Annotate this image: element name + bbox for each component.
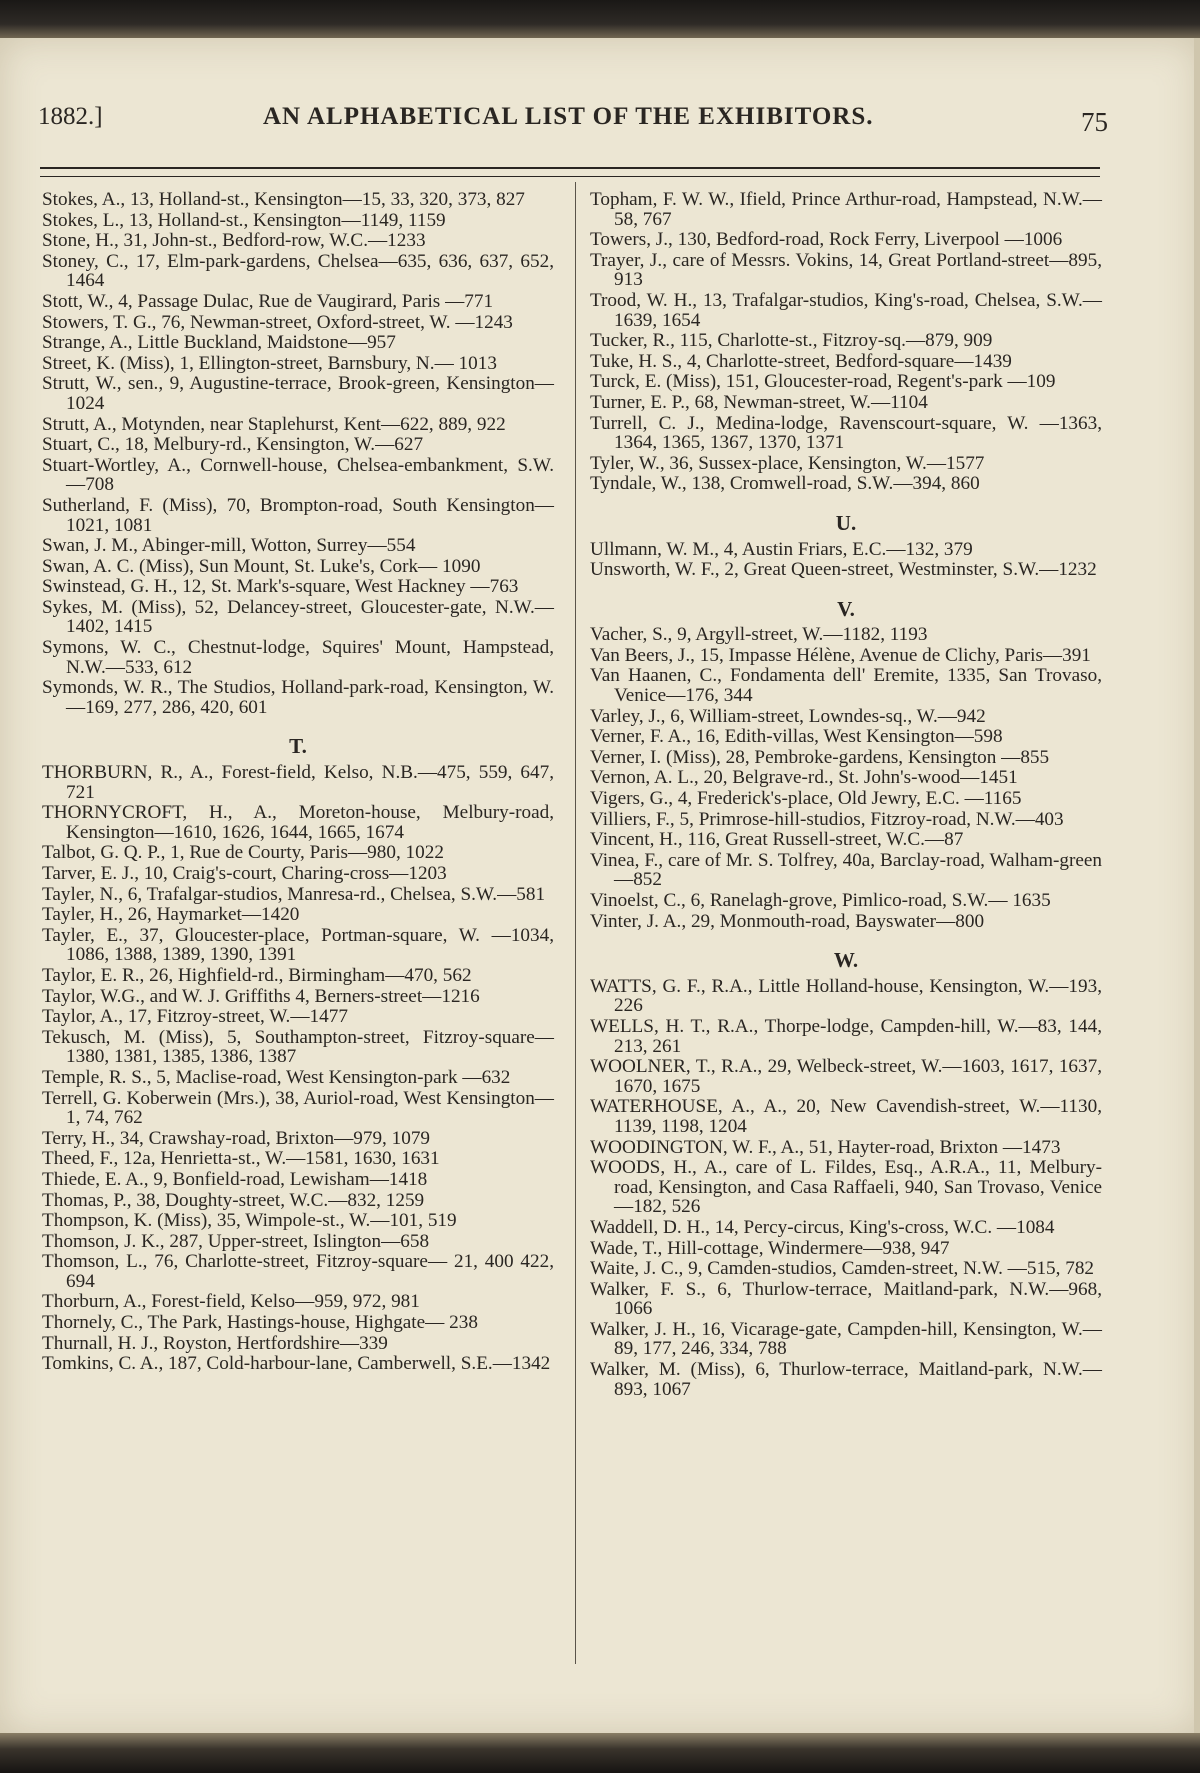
exhibitor-entry: Tuke, H. S., 4, Charlotte-street, Bedford-square—1439 bbox=[590, 350, 1012, 372]
exhibitor-entry: Thornely, C., The Park, Hastings-house, Highgate— 238 bbox=[42, 1312, 478, 1334]
exhibitor-entry: Thomson, L., 76, Charlotte-street, Fitzroy-square— 21, 400 422, 694 bbox=[42, 1251, 554, 1292]
exhibitor-entry: Sutherland, F. (Miss), 70, Brompton-road, South Kensington—1021, 1081 bbox=[42, 494, 554, 536]
exhibitor-entry: Swinstead, G. H., 12, St. Mark's-square, West Hackney —763 bbox=[42, 576, 519, 598]
exhibitor-entry: Vernon, A. L., 20, Belgrave-rd., St. John's-wood—1451 bbox=[590, 767, 1018, 789]
exhibitor-entry: Wade, T., Hill-cottage, Windermere—938, 947 bbox=[590, 1237, 950, 1259]
exhibitor-entry: WOOLNER, T., R.A., 29, Welbeck-street, W.—1603, 1617, 1637, 1670, 1675 bbox=[590, 1056, 1102, 1097]
exhibitor-entry: Swan, A. C. (Miss), Sun Mount, St. Luke's, Cork— 1090 bbox=[42, 555, 481, 577]
exhibitor-entry: Turrell, C. J., Medina-lodge, Ravenscourt-square, W. —1363, 1364, 1365, 1367, 1370, 1371 bbox=[590, 412, 1102, 454]
exhibitor-entry: Turck, E. (Miss), 151, Gloucester-road, Regent's-park —109 bbox=[590, 371, 1056, 393]
exhibitor-entry: Unsworth, W. F., 2, Great Queen-street, Westminster, S.W.—1232 bbox=[590, 559, 1097, 581]
exhibitor-entry: Tyndale, W., 138, Cromwell-road, S.W.—394, 860 bbox=[590, 473, 980, 495]
exhibitor-entry: WATTS, G. F., R.A., Little Holland-house, Kensington, W.—193, 226 bbox=[590, 975, 1102, 1017]
exhibitor-entry: Tekusch, M. (Miss), 5, Southampton-street, Fitzroy-square—1380, 1381, 1385, 1386, 1387 bbox=[42, 1026, 554, 1068]
exhibitor-entry: Stuart, C., 18, Melbury-rd., Kensington, W.—627 bbox=[42, 434, 424, 456]
exhibitor-entry: Theed, F., 12a, Henrietta-st., W.—1581, 1630, 1631 bbox=[42, 1148, 440, 1170]
exhibitor-entry: Vigers, G., 4, Frederick's-place, Old Jewry, E.C. —1165 bbox=[590, 788, 1022, 810]
page-header bbox=[38, 95, 1108, 139]
page-number: 75 bbox=[1081, 107, 1108, 137]
exhibitor-entry: Street, K. (Miss), 1, Ellington-street, Barnsbury, N.— 1013 bbox=[42, 352, 497, 374]
page-right-edge bbox=[1194, 38, 1200, 1735]
scan-top-edge bbox=[0, 0, 1200, 40]
left-column bbox=[42, 190, 554, 1375]
exhibitor-entry: Stokes, L., 13, Holland-st., Kensington—1149, 1159 bbox=[42, 209, 446, 231]
right-column bbox=[590, 190, 1102, 1400]
exhibitor-entry: Trayer, J., care of Messrs. Vokins, 14, Great Portland-street—895, 913 bbox=[590, 249, 1102, 291]
exhibitor-entry: Stokes, A., 13, Holland-st., Kensington—15, 33, 320, 373, 827 bbox=[42, 189, 525, 210]
exhibitor-entry: Tyler, W., 36, Sussex-place, Kensington, W.—1577 bbox=[590, 452, 985, 474]
exhibitor-entry: Vinoelst, C., 6, Ranelagh-grove, Pimlico-road, S.W.— 1635 bbox=[590, 890, 1051, 911]
exhibitor-entry: Thomas, P., 38, Doughty-street, W.C.—832, 1259 bbox=[42, 1189, 425, 1211]
exhibitor-entry: Waite, J. C., 9, Camden-studios, Camden-street, N.W. —515, 782 bbox=[590, 1258, 1095, 1280]
entries-t-continued bbox=[590, 190, 1102, 494]
exhibitor-entry: Stowers, T. G., 76, Newman-street, Oxford-street, W. —1243 bbox=[42, 311, 513, 333]
exhibitor-entry: THORBURN, R., A., Forest-field, Kelso, N.B.—475, 559, 647, 721 bbox=[42, 762, 554, 803]
entries-s bbox=[42, 190, 554, 717]
exhibitor-entry: WOODS, H., A., care of L. Fildes, Esq., A.R.A., 11, Melbury-road, Kensington, and Casa Raffaeli, 940, San Trovaso, Venice—182, 526 bbox=[590, 1157, 1102, 1218]
exhibitor-entry: Stuart-Wortley, A., Cornwell-house, Chelsea-embankment, S.W.—708 bbox=[42, 454, 554, 496]
entries-t bbox=[42, 763, 554, 1374]
exhibitor-entry: Strutt, W., sen., 9, Augustine-terrace, Brook-green, Kensington—1024 bbox=[42, 373, 554, 414]
exhibitor-entry: Turner, E. P., 68, Newman-street, W.—1104 bbox=[590, 391, 928, 413]
entries-w bbox=[590, 977, 1102, 1399]
exhibitor-entry: Topham, F. W. W., Ifield, Prince Arthur-road, Hampstead, N.W.—58, 767 bbox=[590, 189, 1102, 230]
exhibitor-entry: Walker, M. (Miss), 6, Thurlow-terrace, Maitland-park, N.W.—893, 1067 bbox=[590, 1359, 1102, 1400]
exhibitor-entry: Vinea, F., care of Mr. S. Tolfrey, 40a, Barclay-road, Walham-green—852 bbox=[590, 849, 1102, 891]
exhibitor-entry: Tayler, N., 6, Trafalgar-studios, Manresa-rd., Chelsea, S.W.—581 bbox=[42, 883, 546, 905]
exhibitor-entry: Temple, R. S., 5, Maclise-road, West Kensington-park —632 bbox=[42, 1066, 511, 1088]
exhibitor-entry: WATERHOUSE, A., A., 20, New Cavendish-street, W.—1130, 1139, 1198, 1204 bbox=[590, 1096, 1102, 1137]
exhibitor-entry: Ullmann, W. M., 4, Austin Friars, E.C.—132, 379 bbox=[590, 538, 973, 560]
exhibitor-entry: Towers, J., 130, Bedford-road, Rock Ferry, Liverpool —1006 bbox=[590, 229, 1063, 251]
exhibitor-entry: Thompson, K. (Miss), 35, Wimpole-st., W.—101, 519 bbox=[42, 1210, 457, 1232]
section-heading-v: V. bbox=[837, 596, 855, 621]
exhibitor-entry: Talbot, G. Q. P., 1, Rue de Courty, Paris—980, 1022 bbox=[42, 842, 444, 864]
exhibitor-entry: Villiers, F., 5, Primrose-hill-studios, Fitzroy-road, N.W.—403 bbox=[590, 808, 1064, 830]
header-title: AN ALPHABETICAL LIST OF THE EXHIBITORS. bbox=[263, 103, 874, 130]
exhibitor-entry: Walker, F. S., 6, Thurlow-terrace, Maitland-park, N.W.—968, 1066 bbox=[590, 1278, 1102, 1320]
exhibitor-entry: Waddell, D. H., 14, Percy-circus, King's-cross, W.C. —1084 bbox=[590, 1216, 1055, 1238]
exhibitor-entry: Symons, W. C., Chestnut-lodge, Squires' Mount, Hampstead, N.W.—533, 612 bbox=[42, 637, 554, 678]
exhibitor-entry: Verner, F. A., 16, Edith-villas, West Kensington—598 bbox=[590, 726, 1003, 748]
exhibitor-entry: Swan, J. M., Abinger-mill, Wotton, Surrey—554 bbox=[42, 535, 416, 557]
scan-bottom-edge bbox=[0, 1733, 1200, 1773]
section-heading-w: W. bbox=[833, 948, 859, 973]
exhibitor-entry: WELLS, H. T., R.A., Thorpe-lodge, Campden-hill, W.—83, 144, 213, 261 bbox=[590, 1015, 1102, 1057]
exhibitor-entry: Trood, W. H., 13, Trafalgar-studios, King's-road, Chelsea, S.W.—1639, 1654 bbox=[590, 289, 1102, 331]
exhibitor-entry: Vinter, J. A., 29, Monmouth-road, Bayswater—800 bbox=[590, 910, 985, 932]
exhibitor-entry: Strutt, A., Motynden, near Staplehurst, Kent—622, 889, 922 bbox=[42, 413, 506, 435]
header-year: 1882.] bbox=[38, 103, 103, 130]
exhibitor-entry: Vincent, H., 116, Great Russell-street, W.C.—87 bbox=[590, 829, 964, 851]
exhibitor-entry: Tucker, R., 115, Charlotte-st., Fitzroy-sq.—879, 909 bbox=[590, 330, 993, 352]
exhibitor-entry: Thurnall, H. J., Royston, Hertfordshire—339 bbox=[42, 1332, 388, 1354]
exhibitor-entry: THORNYCROFT, H., A., Moreton-house, Melbury-road, Kensington—1610, 1626, 1644, 1665, 1674 bbox=[42, 802, 554, 843]
exhibitor-entry: Sykes, M. (Miss), 52, Delancey-street, Gloucester-gate, N.W.—1402, 1415 bbox=[42, 596, 554, 638]
exhibitor-entry: Walker, J. H., 16, Vicarage-gate, Campden-hill, Kensington, W.—89, 177, 246, 334, 788 bbox=[590, 1318, 1102, 1360]
exhibitor-entry: Stott, W., 4, Passage Dulac, Rue de Vaugirard, Paris —771 bbox=[42, 290, 494, 312]
section-heading-t: T. bbox=[289, 734, 307, 759]
section-heading-u: U. bbox=[835, 510, 857, 535]
exhibitor-entry: Taylor, E. R., 26, Highfield-rd., Birmingham—470, 562 bbox=[42, 964, 472, 986]
column-divider bbox=[575, 182, 576, 1664]
exhibitor-entry: Stoney, C., 17, Elm-park-gardens, Chelsea—635, 636, 637, 652, 1464 bbox=[42, 250, 554, 292]
exhibitor-entry: Tayler, E., 37, Gloucester-place, Portman-square, W. —1034, 1086, 1388, 1389, 1390, 1391 bbox=[42, 924, 554, 966]
exhibitor-entry: Taylor, A., 17, Fitzroy-street, W.—1477 bbox=[42, 1006, 348, 1028]
exhibitor-entry: Stone, H., 31, John-st., Bedford-row, W.C.—1233 bbox=[42, 230, 426, 252]
exhibitor-entry: Thomson, J. K., 287, Upper-street, Islington—658 bbox=[42, 1230, 430, 1252]
header-rule-thin bbox=[40, 176, 1100, 177]
exhibitor-entry: Strange, A., Little Buckland, Maidstone—957 bbox=[42, 332, 396, 354]
entries-v bbox=[590, 625, 1102, 931]
exhibitor-entry: Thiede, E. A., 9, Bonfield-road, Lewisham—1418 bbox=[42, 1168, 428, 1190]
exhibitor-entry: Van Beers, J., 15, Impasse Hélène, Avenue de Clichy, Paris—391 bbox=[590, 644, 1091, 666]
exhibitor-entry: Thorburn, A., Forest-field, Kelso—959, 972, 981 bbox=[42, 1291, 420, 1313]
exhibitor-entry: Vacher, S., 9, Argyll-street, W.—1182, 1193 bbox=[590, 624, 928, 646]
header-rule-thick bbox=[40, 167, 1100, 169]
exhibitor-entry: Taylor, W.G., and W. J. Griffiths 4, Berners-street—1216 bbox=[42, 985, 480, 1007]
exhibitor-entry: Tomkins, C. A., 187, Cold-harbour-lane, Camberwell, S.E.—1342 bbox=[42, 1353, 551, 1375]
exhibitor-entry: Terrell, G. Koberwein (Mrs.), 38, Auriol-road, West Kensington—1, 74, 762 bbox=[42, 1087, 554, 1129]
exhibitor-entry: Varley, J., 6, William-street, Lowndes-sq., W.—942 bbox=[590, 705, 986, 727]
exhibitor-entry: Verner, I. (Miss), 28, Pembroke-gardens, Kensington —855 bbox=[590, 746, 1050, 768]
exhibitor-entry: Van Haanen, C., Fondamenta dell' Eremite, 1335, San Trovaso, Venice—176, 344 bbox=[590, 665, 1102, 707]
exhibitor-entry: WOODINGTON, W. F., A., 51, Hayter-road, Brixton —1473 bbox=[590, 1136, 1061, 1158]
exhibitor-entry: Tayler, H., 26, Haymarket—1420 bbox=[42, 904, 300, 926]
exhibitor-entry: Tarver, E. J., 10, Craig's-court, Charing-cross—1203 bbox=[42, 863, 447, 884]
entries-u bbox=[590, 540, 1102, 580]
exhibitor-entry: Symonds, W. R., The Studios, Holland-park-road, Kensington, W.—169, 277, 286, 420, 601 bbox=[42, 677, 554, 718]
exhibitor-entry: Terry, H., 34, Crawshay-road, Brixton—979, 1079 bbox=[42, 1127, 431, 1149]
